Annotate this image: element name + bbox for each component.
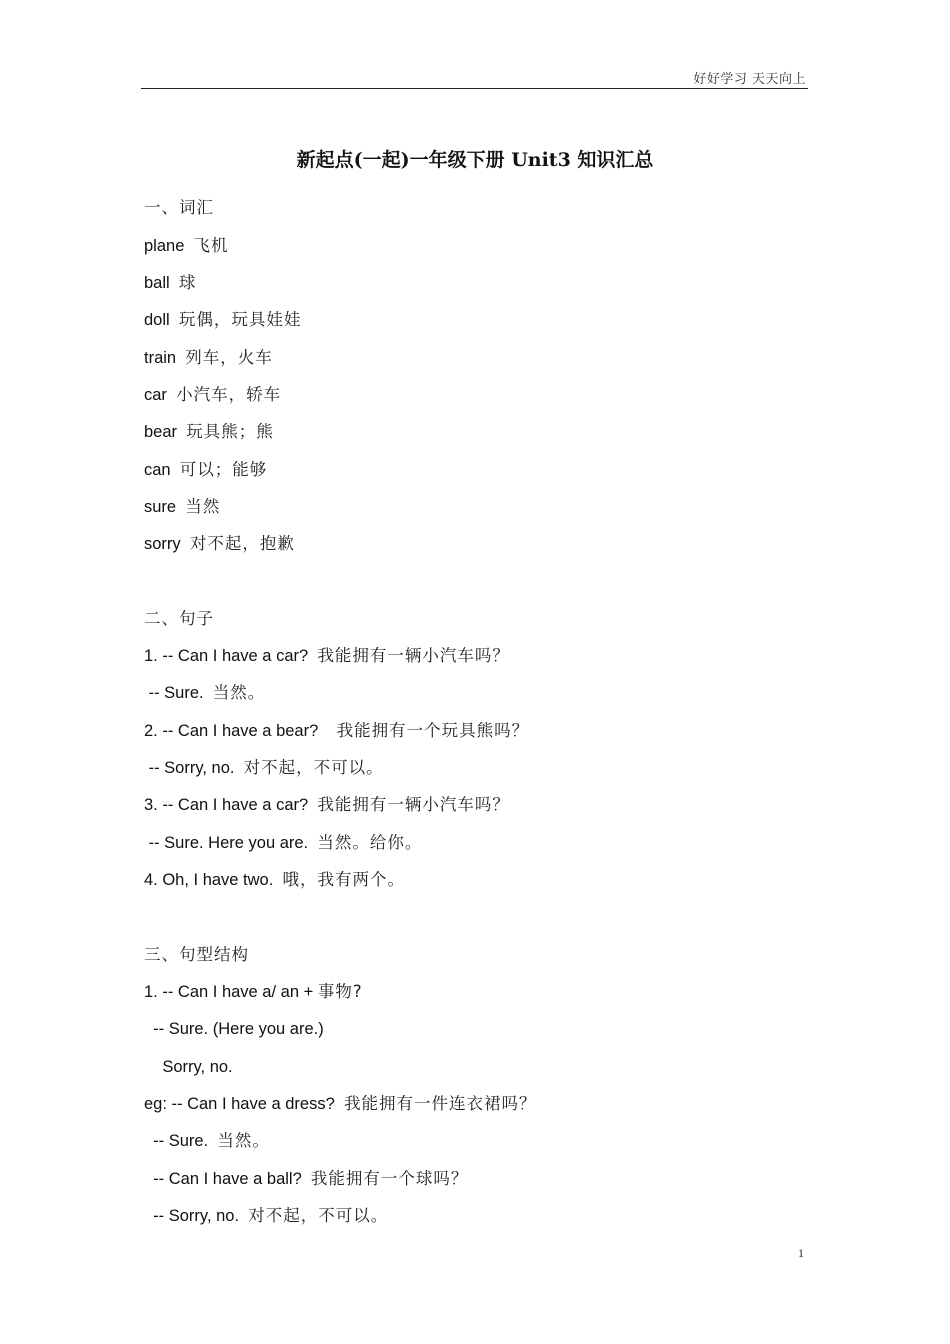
sentence-en: -- Sure. bbox=[144, 684, 204, 702]
section-heading-sentences: 二、句子 bbox=[144, 609, 214, 628]
sentence-en: 4. Oh, I have two. bbox=[144, 871, 274, 889]
structure-cn: 我能拥有一件连衣裙吗？ bbox=[343, 1094, 537, 1113]
vocab-en: train bbox=[144, 349, 177, 367]
vocab-cn: 小汽车，轿车 bbox=[176, 385, 282, 404]
vocab-en: car bbox=[144, 386, 167, 404]
sentence-cn: 当然。给你。 bbox=[317, 833, 423, 852]
section-heading-vocab: 一、词汇 bbox=[144, 198, 214, 217]
structure-line bbox=[144, 1168, 468, 1190]
structure-line bbox=[144, 1018, 324, 1040]
vocab-cn: 当然 bbox=[185, 497, 221, 516]
structure-line bbox=[144, 1093, 536, 1115]
vocab-en: plane bbox=[144, 237, 185, 255]
vocab-cn: 可以；能够 bbox=[179, 460, 268, 479]
sentence-line bbox=[144, 832, 422, 854]
vocab-item bbox=[144, 421, 274, 443]
vocab-item bbox=[144, 309, 301, 331]
sentence-cn: 我能拥有一个玩具熊吗？ bbox=[336, 721, 530, 740]
structure-line bbox=[144, 981, 363, 1003]
document-title: 新起点(一起)一年级下册 Unit3 知识汇总 bbox=[296, 149, 654, 171]
header-motto: 好好学习 天天向上 bbox=[693, 72, 806, 87]
sentence-cn: 对不起，不可以。 bbox=[243, 758, 384, 777]
page-number: 1 bbox=[798, 1246, 804, 1260]
vocab-item bbox=[144, 533, 295, 555]
structure-cn: 我能拥有一个球吗？ bbox=[310, 1169, 469, 1188]
sentence-cn: 我能拥有一辆小汽车吗？ bbox=[317, 795, 510, 814]
vocab-en: can bbox=[144, 461, 171, 479]
vocab-cn: 飞机 bbox=[193, 236, 229, 255]
structure-en: 1. -- Can I have a/ an + bbox=[144, 983, 314, 1001]
structure-en: -- Sure. (Here you are.) bbox=[144, 1020, 324, 1038]
sentence-cn: 我能拥有一辆小汽车吗？ bbox=[317, 646, 510, 665]
page-header bbox=[141, 66, 808, 89]
vocab-en: sorry bbox=[144, 535, 181, 553]
vocab-item bbox=[144, 384, 281, 406]
structure-en: -- Sure. bbox=[144, 1132, 209, 1150]
structure-cn: 对不起，不可以。 bbox=[248, 1206, 389, 1225]
structure-en: -- Can I have a ball? bbox=[144, 1170, 302, 1188]
sentence-line bbox=[144, 645, 510, 667]
sentence-en: 2. -- Can I have a bear? bbox=[144, 722, 328, 740]
section-heading-structures: 三、句型结构 bbox=[144, 945, 249, 964]
vocab-item bbox=[144, 459, 267, 481]
vocab-cn: 对不起，抱歉 bbox=[189, 534, 295, 553]
structure-en: -- Sorry, no. bbox=[144, 1207, 240, 1225]
sentence-line bbox=[144, 794, 510, 816]
sentence-en: 1. -- Can I have a car? bbox=[144, 647, 309, 665]
vocab-en: doll bbox=[144, 311, 170, 329]
sentence-cn: 哦，我有两个。 bbox=[282, 870, 405, 889]
vocab-item bbox=[144, 235, 229, 257]
vocab-en: sure bbox=[144, 498, 177, 516]
structure-cn: 当然。 bbox=[217, 1131, 270, 1150]
sentence-line bbox=[144, 682, 265, 704]
sentence-line bbox=[144, 869, 405, 891]
vocab-item bbox=[144, 496, 220, 518]
sentence-en: -- Sorry, no. bbox=[144, 759, 235, 777]
vocab-cn: 列车，火车 bbox=[185, 348, 273, 367]
vocab-item bbox=[144, 347, 273, 369]
sentence-line bbox=[144, 720, 529, 742]
sentence-cn: 当然。 bbox=[212, 683, 266, 702]
sentence-en: -- Sure. Here you are. bbox=[144, 834, 309, 852]
structure-en: eg: -- Can I have a dress? bbox=[144, 1095, 335, 1113]
vocab-cn: 玩具熊；熊 bbox=[186, 422, 274, 441]
structure-line bbox=[144, 1205, 388, 1227]
structure-cn: 事物? bbox=[317, 982, 363, 1001]
vocab-cn: 玩偶，玩具娃娃 bbox=[178, 310, 302, 329]
sentence-line bbox=[144, 757, 384, 779]
structure-en: Sorry, no. bbox=[144, 1058, 233, 1076]
vocab-en: ball bbox=[144, 274, 170, 292]
structure-line bbox=[144, 1130, 270, 1152]
vocab-cn: 球 bbox=[178, 273, 197, 292]
vocab-en: bear bbox=[144, 423, 178, 441]
sentence-en: 3. -- Can I have a car? bbox=[144, 796, 309, 814]
vocab-item bbox=[144, 272, 196, 294]
structure-line bbox=[144, 1056, 233, 1078]
